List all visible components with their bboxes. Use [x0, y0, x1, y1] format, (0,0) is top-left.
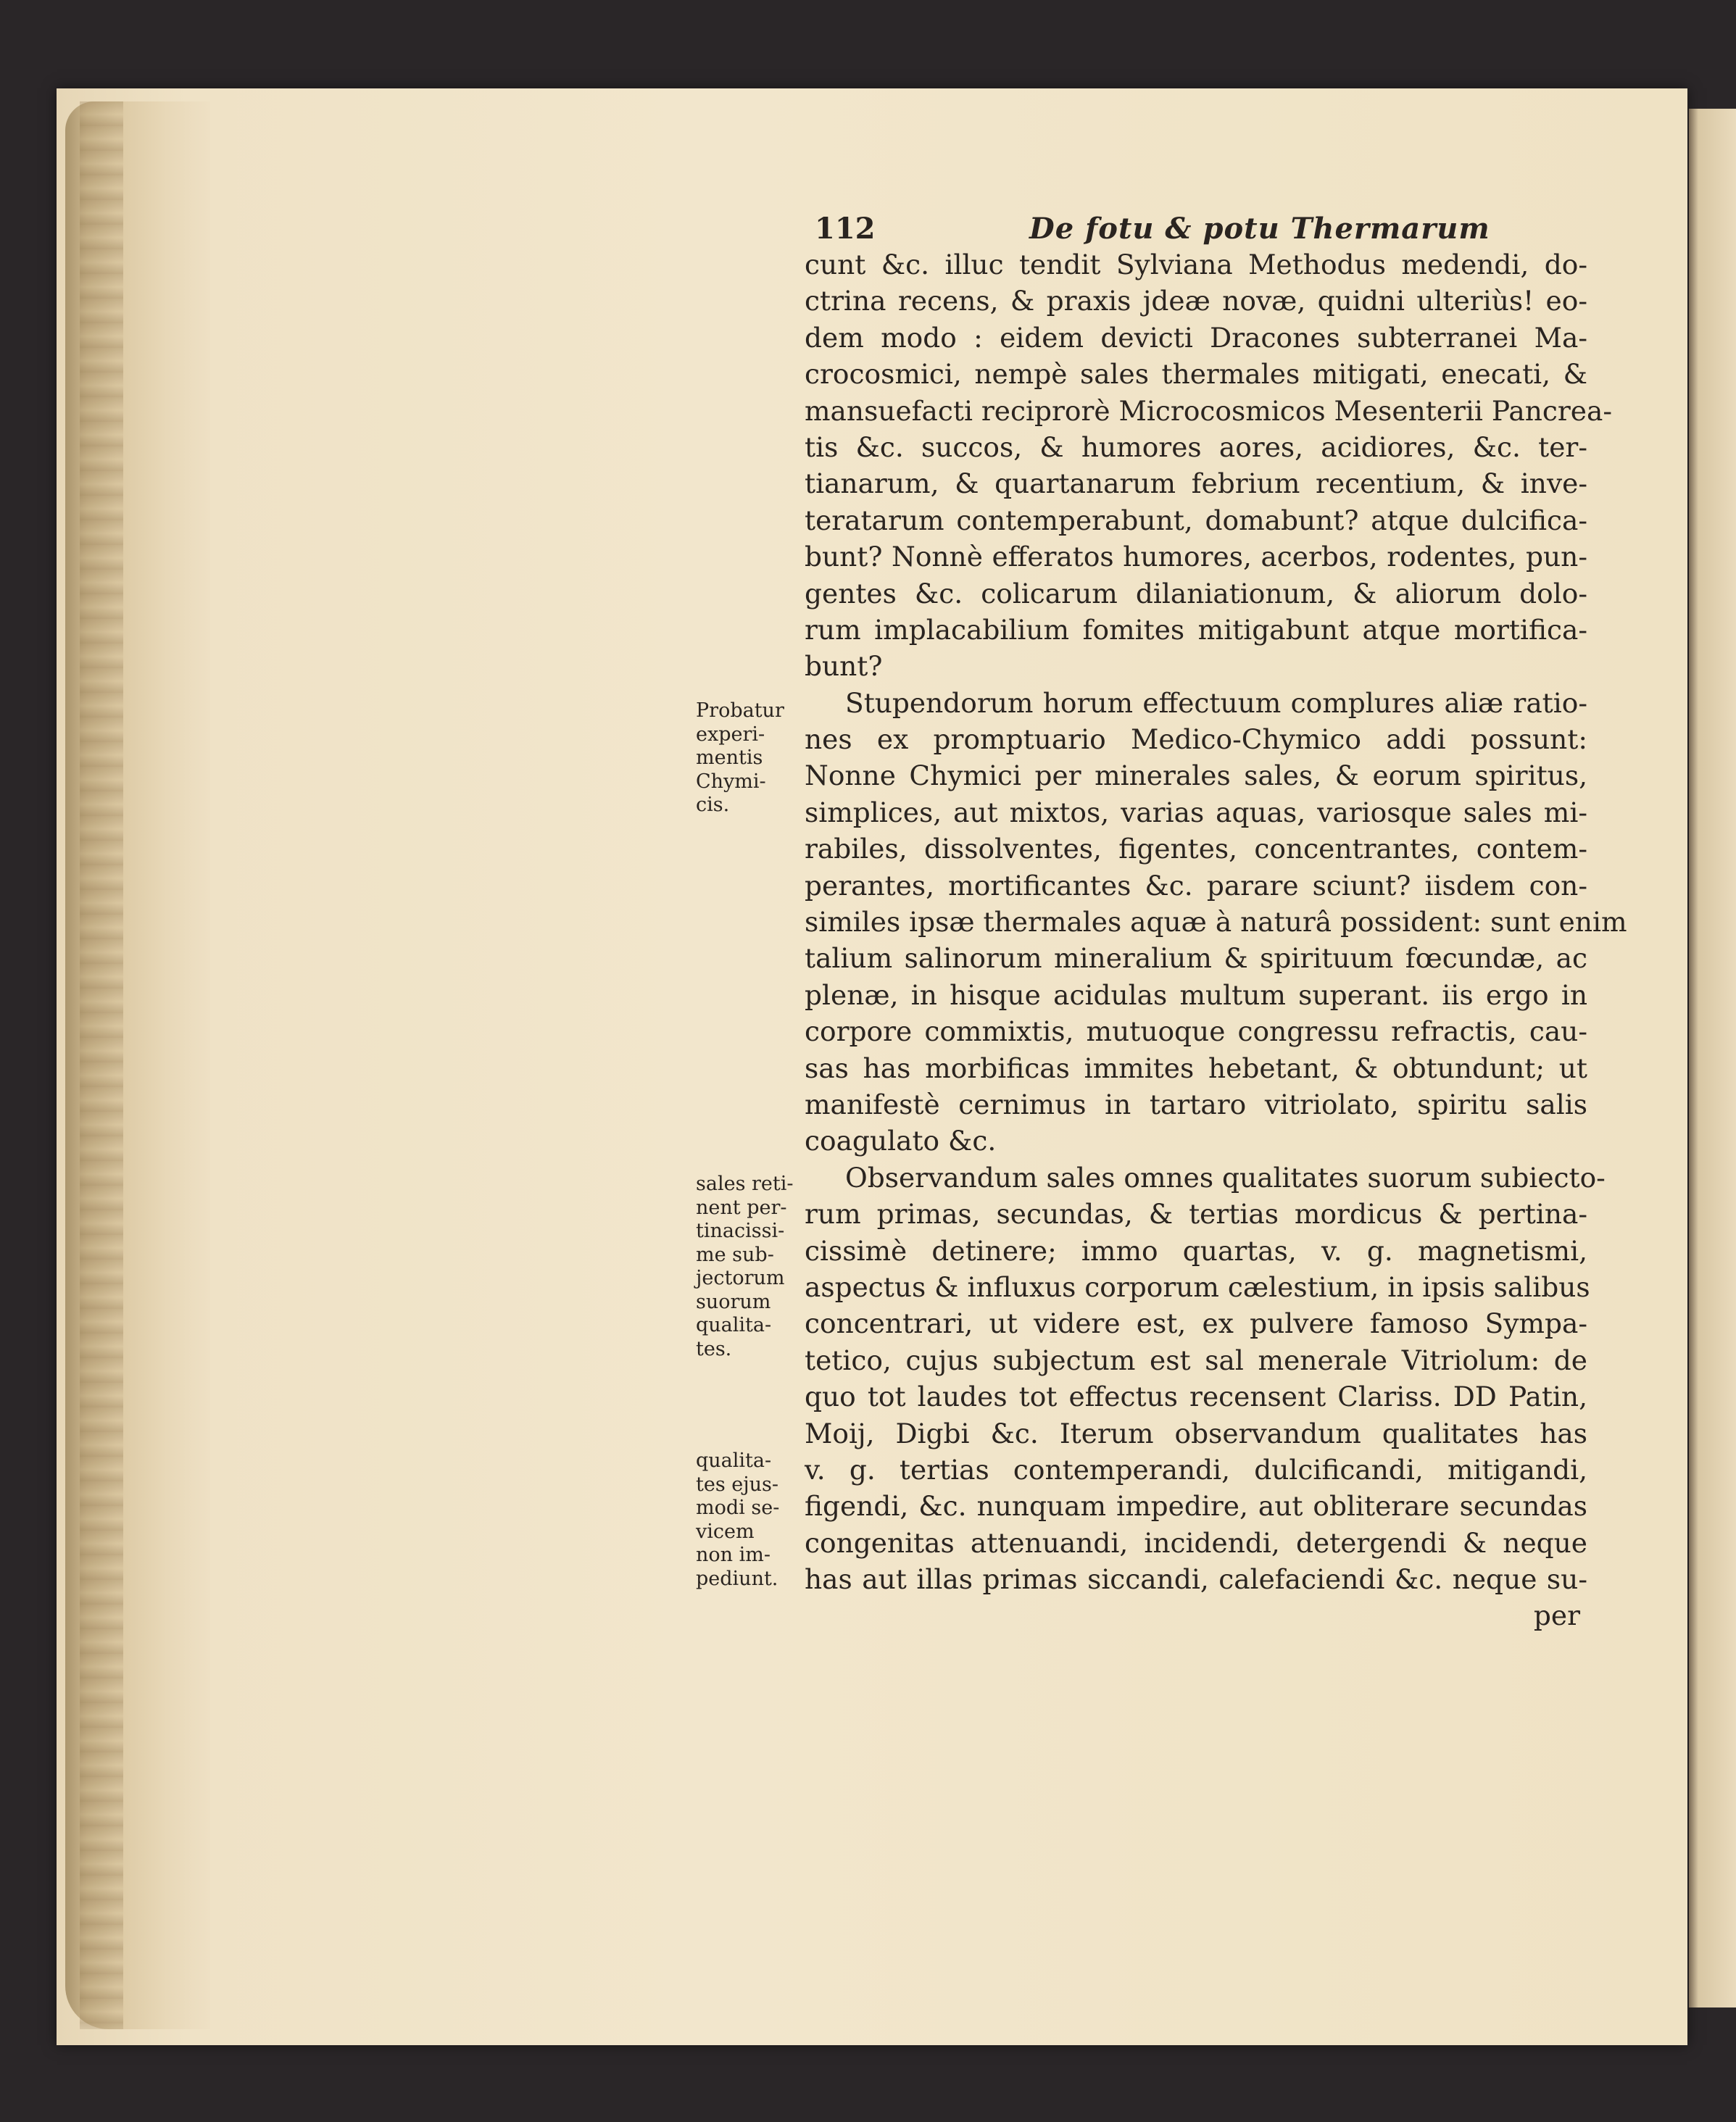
- text-line: manifestè cernimus in tartaro vitriolato, spiritu salis: [805, 1088, 1587, 1120]
- margin-note-line: vicem: [696, 1520, 755, 1543]
- text-line: tianarum, & quartanarum febrium recentium, & inve-: [805, 467, 1587, 500]
- page-text: [805, 212, 1627, 1634]
- margin-note-line: tinacissi-: [696, 1220, 785, 1242]
- margin-note-line: Probatur: [696, 699, 784, 722]
- text-line: ctrina recens, & praxis jdeæ novæ, quidni ulteriùs! eo-: [805, 285, 1587, 317]
- margin-note-line: tes ejus-: [696, 1473, 778, 1496]
- text-line: perantes, mortificantes &c. parare sciunt? iisdem con-: [805, 869, 1587, 902]
- margin-note-line: Chymi-: [696, 770, 766, 793]
- text-line: Nonne Chymici per minerales sales, & eorum spiritus,: [805, 760, 1587, 792]
- text-line: simplices, aut mixtos, varias aquas, variosque sales mi-: [805, 796, 1587, 828]
- running-title: De fotu & potu Thermarum: [1029, 212, 1490, 246]
- margin-note-line: sales reti-: [696, 1173, 794, 1195]
- page-fore-edge: [65, 101, 210, 2029]
- text-line: plenæ, in hisque acidulas multum superant. iis ergo in: [805, 978, 1587, 1011]
- text-line: figendi, &c. nunquam impedire, aut obliterare secundas: [805, 1490, 1587, 1523]
- text-line: mansuefacti reciprorè Microcosmicos Mesenterii Pancrea-: [805, 394, 1613, 427]
- text-line: corpore commixtis, mutuoque congressu refractis, cau-: [805, 1015, 1587, 1048]
- page-number: 112: [815, 212, 876, 246]
- text-line: gentes &c. colicarum dilaniationum, & aliorum dolo-: [805, 577, 1587, 609]
- text-line: bunt?: [805, 650, 883, 683]
- text-line: rum implacabilium fomites mitigabunt atque mortifica-: [805, 613, 1587, 646]
- text-line: dem modo : eidem devicti Dracones subterranei Ma-: [805, 321, 1587, 354]
- margin-note-line: qualita-: [696, 1449, 772, 1472]
- text-line: cunt &c. illuc tendit Sylviana Methodus medendi, do-: [805, 249, 1587, 280]
- margin-note: [696, 1173, 805, 1361]
- text-line: similes ipsæ thermales aquæ à naturâ possident: sunt enim: [805, 906, 1627, 939]
- text-line: has aut illas primas siccandi, calefaciendi &c. neque su-: [805, 1563, 1587, 1596]
- text-line: nes ex promptuario Medico-Chymico addi possunt:: [805, 723, 1587, 756]
- text-line: congenitas attenuandi, incidendi, detergendi & neque: [805, 1526, 1587, 1559]
- text-line: quo tot laudes tot effectus recensent Clariss. DD Patin,: [805, 1381, 1587, 1413]
- text-line: coagulato &c.: [805, 1125, 997, 1157]
- text-line: teratarum contemperabunt, domabunt? atque dulcifica-: [805, 504, 1587, 536]
- text-line: cissimè detinere; immo quartas, v. g. magnetismi,: [805, 1234, 1587, 1267]
- text-line: sas has morbificas immites hebetant, & obtundunt; ut: [805, 1052, 1587, 1084]
- margin-note-line: mentis: [696, 746, 763, 769]
- catchword: per: [1533, 1599, 1580, 1632]
- margin-note-line: experi-: [696, 723, 765, 746]
- text-line: v. g. tertias contemperandi, dulcificandi, mitigandi,: [805, 1453, 1587, 1486]
- text-line: rabiles, dissolventes, figentes, concentrantes, contem-: [805, 833, 1587, 865]
- text-line: concentrari, ut videre est, ex pulvere famoso Sympa-: [805, 1307, 1587, 1340]
- body-text: [805, 246, 1627, 1634]
- text-line: tetico, cujus subjectum est sal menerale Vitriolum: de: [805, 1344, 1587, 1376]
- margin-note-line: tes.: [696, 1337, 732, 1360]
- margin-note-line: me sub-: [696, 1243, 774, 1266]
- margin-note-line: modi se-: [696, 1497, 780, 1519]
- margin-note-line: cis.: [696, 794, 730, 816]
- text-line: crocosmici, nempè sales thermales mitigati, enecati, &: [805, 358, 1587, 391]
- margin-note: [696, 1449, 805, 1591]
- margin-note: [696, 699, 805, 817]
- text-line: Moij, Digbi &c. Iterum observandum qualitates has: [805, 1417, 1587, 1449]
- text-line: bunt? Nonnè efferatos humores, acerbos, rodentes, pun-: [805, 541, 1587, 573]
- text-line: Observandum sales omnes qualitates suorum subiecto-: [845, 1161, 1606, 1194]
- text-line: rum primas, secundas, & tertias mordicus & pertina-: [805, 1198, 1587, 1231]
- facing-page-edge: [1689, 109, 1736, 2007]
- margin-note-line: suorum: [696, 1290, 771, 1313]
- running-header: [805, 212, 1587, 246]
- text-line: aspectus & influxus corporum cælestium, in ipsis salibus: [805, 1270, 1590, 1303]
- margin-note-line: jectorum: [696, 1267, 785, 1289]
- text-line: Stupendorum horum effectuum complures aliæ ratio-: [845, 686, 1587, 719]
- margin-note-line: non im-: [696, 1544, 771, 1566]
- margin-note-line: qualita-: [696, 1314, 772, 1336]
- text-line: tis &c. succos, & humores aores, acidiores, &c. ter-: [805, 430, 1587, 463]
- margin-note-line: nent per-: [696, 1196, 787, 1219]
- margin-note-line: pediunt.: [696, 1567, 778, 1590]
- text-line: talium salinorum mineralium & spirituum fœcundæ, ac: [805, 942, 1587, 975]
